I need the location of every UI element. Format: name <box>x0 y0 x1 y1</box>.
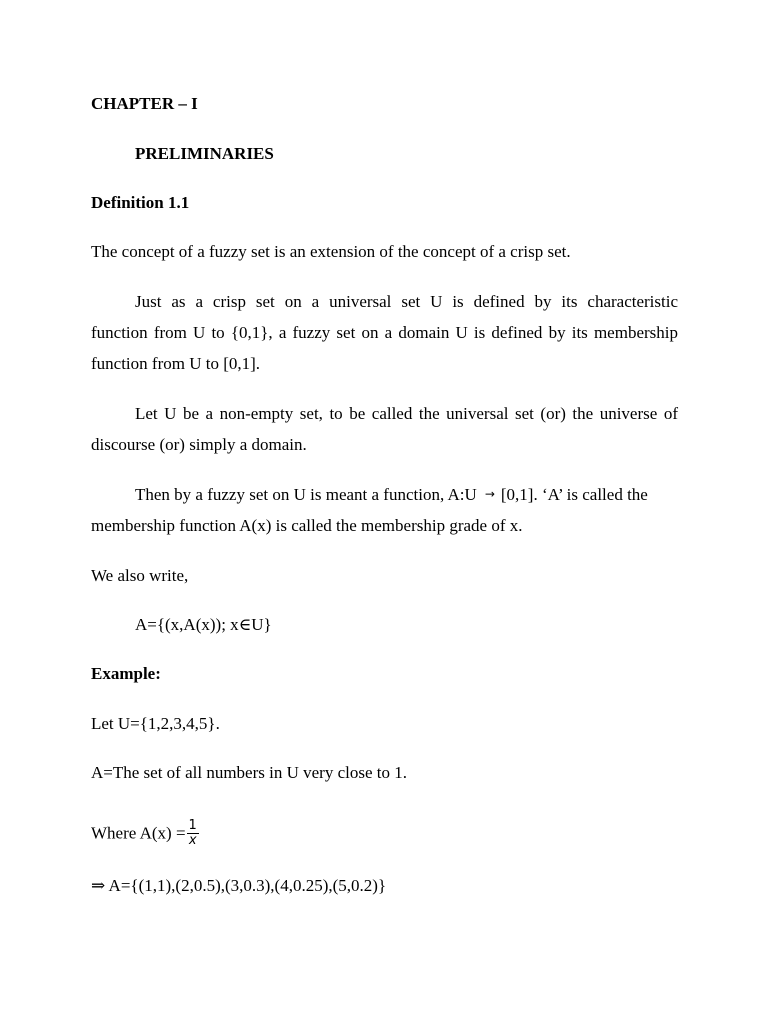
paragraph-4-after-arrow-text: [0,1]. ‘A’ is called the <box>500 485 648 504</box>
fraction-numerator: 1 <box>188 818 197 833</box>
paragraph-3-line-1: Let U be a non-empty set, to be called the universal set (or) the universe of <box>135 404 678 423</box>
paragraph-4-line-2: membership function A(x) is called the membership grade of x. <box>91 516 523 535</box>
section-heading: PRELIMINARIES <box>135 144 274 163</box>
paragraph-1: The concept of a fuzzy set is an extension of the concept of a crisp set. <box>91 242 571 261</box>
paragraph-2-line-3: function from U to [0,1]. <box>91 354 261 373</box>
example-line-1: Let U={1,2,3,4,5}. <box>91 714 220 733</box>
definition-heading: Definition 1.1 <box>91 193 190 212</box>
fraction <box>187 819 199 848</box>
paragraph-4-text-before-arrow <box>135 485 648 506</box>
chapter-heading: CHAPTER – I <box>91 94 198 113</box>
paragraph-2-line-1: Just as a crisp set on a universal set U is defined by its characteristic <box>135 292 678 311</box>
example-heading: Example: <box>91 664 161 683</box>
example-line-2: A=The set of all numbers in U very close to 1. <box>91 763 407 782</box>
paragraph-4-before-arrow-text: Then by a fuzzy set on U is meant a function, A:U <box>135 485 477 504</box>
fraction-denominator: x <box>188 833 197 848</box>
where-formula <box>91 820 199 849</box>
we-also-write: We also write, <box>91 566 189 585</box>
result-line: ⇒ A={(1,1),(2,0.5),(3,0.3),(4,0.25),(5,0.2)} <box>91 876 387 895</box>
paragraph-2-line-2: function from U to {0,1}, a fuzzy set on a domain U is defined by its membership <box>91 323 678 342</box>
right-arrow-icon: → <box>484 487 495 501</box>
paragraph-4-line-1 <box>135 485 678 506</box>
paragraph-3-line-2: discourse (or) simply a domain. <box>91 435 307 454</box>
set-notation: A={(x,A(x)); x∈U} <box>135 615 272 634</box>
where-text: Where A(x) = <box>91 823 186 843</box>
